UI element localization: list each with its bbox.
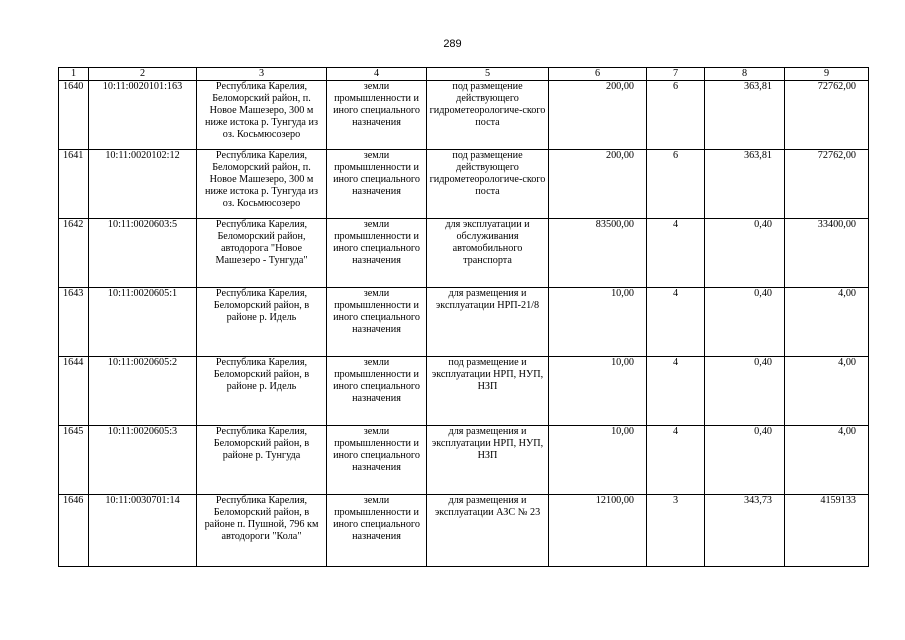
cadastral-number: 10:11:0020605:2 <box>89 357 197 426</box>
row-number: 1643 <box>59 288 89 357</box>
row-number: 1646 <box>59 495 89 567</box>
row-number: 1645 <box>59 426 89 495</box>
column-header: 4 <box>327 68 427 81</box>
area: 10,00 <box>549 426 647 495</box>
table-row <box>59 357 869 426</box>
column-8-value: 0,40 <box>705 219 785 288</box>
table-row <box>59 219 869 288</box>
area: 83500,00 <box>549 219 647 288</box>
column-9-value: 4,00 <box>785 288 869 357</box>
permitted-use: под размещение действующего гидрометеорологиче-ского поста <box>427 81 549 150</box>
land-category: земли промышленности и иного специального назначения <box>327 219 427 288</box>
column-9-value: 72762,00 <box>785 81 869 150</box>
column-8-value: 363,81 <box>705 81 785 150</box>
column-9-value: 4159133 <box>785 495 869 567</box>
header-row <box>59 68 869 81</box>
column-8-value: 343,73 <box>705 495 785 567</box>
column-header: 5 <box>427 68 549 81</box>
column-7-value: 4 <box>647 426 705 495</box>
permitted-use: для размещения и эксплуатации НРП, НУП, НЗП <box>427 426 549 495</box>
location: Республика Карелия, Беломорский район, в районе р. Идель <box>197 357 327 426</box>
land-category: земли промышленности и иного специального назначения <box>327 288 427 357</box>
area: 12100,00 <box>549 495 647 567</box>
area: 10,00 <box>549 357 647 426</box>
table-row <box>59 288 869 357</box>
column-header: 8 <box>705 68 785 81</box>
land-plots-table <box>58 67 869 567</box>
column-9-value: 72762,00 <box>785 150 869 219</box>
cadastral-number: 10:11:0020603:5 <box>89 219 197 288</box>
cadastral-number: 10:11:0020101:163 <box>89 81 197 150</box>
location: Республика Карелия, Беломорский район, в районе р. Тунгуда <box>197 426 327 495</box>
location: Республика Карелия, Беломорский район, автодорога "Новое Машезеро - Тунгуда" <box>197 219 327 288</box>
column-8-value: 0,40 <box>705 288 785 357</box>
page-number: 289 <box>443 38 462 50</box>
permitted-use: под размещение и эксплуатации НРП, НУП, НЗП <box>427 357 549 426</box>
permitted-use: для размещения и эксплуатации НРП-21/8 <box>427 288 549 357</box>
area: 200,00 <box>549 81 647 150</box>
column-7-value: 3 <box>647 495 705 567</box>
column-header: 1 <box>59 68 89 81</box>
column-9-value: 4,00 <box>785 426 869 495</box>
column-7-value: 6 <box>647 81 705 150</box>
column-8-value: 363,81 <box>705 150 785 219</box>
land-category: земли промышленности и иного специального назначения <box>327 150 427 219</box>
table-row <box>59 150 869 219</box>
column-header: 9 <box>785 68 869 81</box>
column-header: 7 <box>647 68 705 81</box>
land-category: земли промышленности и иного специального назначения <box>327 81 427 150</box>
cadastral-number: 10:11:0020102:12 <box>89 150 197 219</box>
location: Республика Карелия, Беломорский район, в районе п. Пушной, 796 км автодороги "Кола" <box>197 495 327 567</box>
land-category: земли промышленности и иного специального назначения <box>327 357 427 426</box>
column-9-value: 4,00 <box>785 357 869 426</box>
column-header: 3 <box>197 68 327 81</box>
permitted-use: для размещения и эксплуатации АЗС № 23 <box>427 495 549 567</box>
permitted-use: для эксплуатации и обслуживания автомобильного транспорта <box>427 219 549 288</box>
cadastral-number: 10:11:0020605:3 <box>89 426 197 495</box>
table-row <box>59 495 869 567</box>
area: 10,00 <box>549 288 647 357</box>
column-7-value: 4 <box>647 219 705 288</box>
row-number: 1642 <box>59 219 89 288</box>
permitted-use: под размещение действующего гидрометеорологиче-ского поста <box>427 150 549 219</box>
area: 200,00 <box>549 150 647 219</box>
cadastral-number: 10:11:0030701:14 <box>89 495 197 567</box>
column-header: 6 <box>549 68 647 81</box>
row-number: 1640 <box>59 81 89 150</box>
column-8-value: 0,40 <box>705 426 785 495</box>
table-row <box>59 81 869 150</box>
column-7-value: 4 <box>647 357 705 426</box>
column-header: 2 <box>89 68 197 81</box>
location: Республика Карелия, Беломорский район, п. Новое Машезеро, 300 м ниже истока р. Тунгуда из оз. Косьмюсозеро <box>197 81 327 150</box>
row-number: 1641 <box>59 150 89 219</box>
cadastral-number: 10:11:0020605:1 <box>89 288 197 357</box>
location: Республика Карелия, Беломорский район, п. Новое Машезеро, 300 м ниже истока р. Тунгуда из оз. Косьмюсозеро <box>197 150 327 219</box>
column-7-value: 6 <box>647 150 705 219</box>
table-row <box>59 426 869 495</box>
column-7-value: 4 <box>647 288 705 357</box>
location: Республика Карелия, Беломорский район, в районе р. Идель <box>197 288 327 357</box>
column-9-value: 33400,00 <box>785 219 869 288</box>
land-category: земли промышленности и иного специального назначения <box>327 495 427 567</box>
column-8-value: 0,40 <box>705 357 785 426</box>
land-category: земли промышленности и иного специального назначения <box>327 426 427 495</box>
row-number: 1644 <box>59 357 89 426</box>
